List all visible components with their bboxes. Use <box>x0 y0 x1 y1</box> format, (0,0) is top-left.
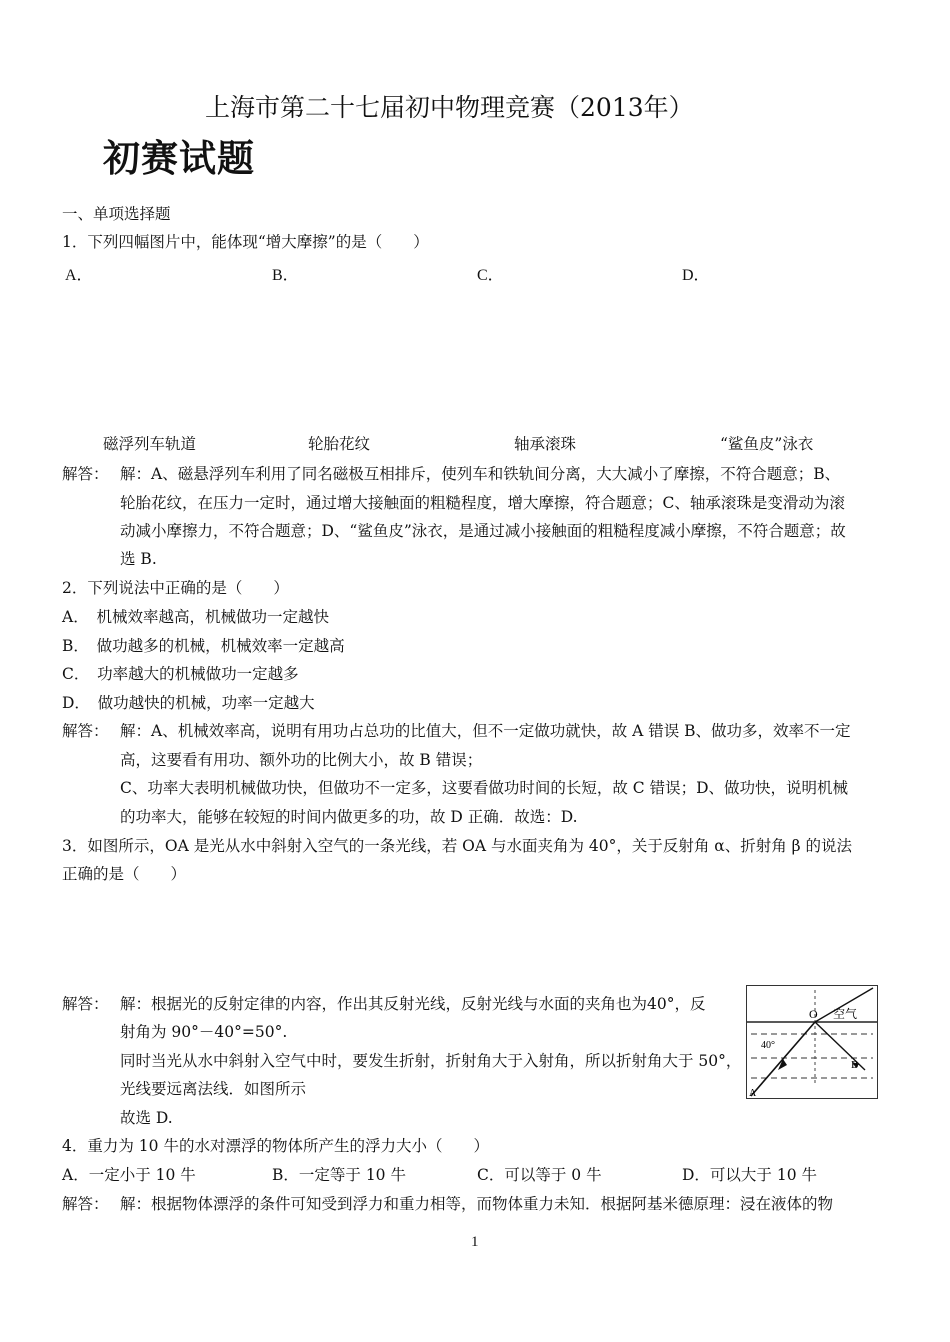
question-1-stem: 1．下列四幅图片中，能体现“增大摩擦”的是（ ） <box>62 233 429 251</box>
q2-option-c: C． 功率越大的机械做功一定越多 <box>62 665 299 683</box>
q1-answer-line: 动减小摩擦力，不符合题意；D、“鲨鱼皮”泳衣，是通过减小接触面的粗糙程度减小摩擦，不符合题意；故 <box>120 522 846 540</box>
page-number: 1 <box>471 1234 479 1250</box>
q2-option-d: D． 做功越快的机械，功率一定越大 <box>62 694 315 712</box>
q1-caption-c: 轴承滚珠 <box>514 435 577 453</box>
question-2-stem: 2．下列说法中正确的是（ ） <box>62 579 289 597</box>
question-3-stem: 3．如图所示，OA 是光从水中斜射入空气的一条光线，若 OA 与水面夹角为 40°，关于反射角 α、折射角 β 的说法 <box>62 837 853 855</box>
q2-answer-line: 的功率大，能够在较短的时间内做更多的功，故 D 正确．故选：D. <box>120 808 578 826</box>
point-a-label: A <box>749 1088 757 1098</box>
q2-option-b: B． 做功越多的机械，机械效率一定越高 <box>62 637 345 655</box>
angle-label: 40° <box>761 1040 775 1051</box>
q3-answer-label: 解答： <box>62 995 109 1013</box>
q3-answer-line: 故选 D. <box>120 1109 173 1127</box>
page-title: 上海市第二十七届初中物理竞赛（2013年） <box>205 93 694 122</box>
q2-answer-line: 高，这要看有用功、额外功的比例大小，故 B 错误； <box>120 751 483 769</box>
q1-caption-b: 轮胎花纹 <box>308 435 371 453</box>
section-heading: 一、单项选择题 <box>62 205 171 223</box>
q2-answer-label: 解答： <box>62 722 109 740</box>
q1-answer-line: 轮胎花纹，在压力一定时，通过增大接触面的粗糙程度，增大摩擦，符合题意；C、轴承滚珠是变滑动为滚 <box>120 494 845 512</box>
q4-answer-label: 解答： <box>62 1195 109 1213</box>
q4-option-d: D．可以大于 10 牛 <box>682 1166 818 1184</box>
q2-option-a: A． 机械效率越高，机械做功一定越快 <box>62 608 329 626</box>
q4-option-c: C．可以等于 0 牛 <box>477 1166 602 1184</box>
question-4-stem: 4．重力为 10 牛的水对漂浮的物体所产生的浮力大小（ ） <box>62 1137 489 1155</box>
q3-answer-line: 解：根据光的反射定律的内容，作出其反射光线，反射光线与水面的夹角也为40°，反 <box>120 995 706 1013</box>
q1-caption-d: “鲨鱼皮”泳衣 <box>720 435 814 453</box>
q1-answer-label: 解答： <box>62 465 109 483</box>
q1-caption-a: 磁浮列车轨道 <box>103 435 197 453</box>
point-b-label: B <box>851 1059 859 1071</box>
refraction-diagram <box>746 985 878 1099</box>
q1-option-a: A． <box>65 267 93 284</box>
q2-answer-line: 解：A、机械效率高，说明有用功占总功的比值大，但不一定做功就快，故 A 错误 B、做功多，效率不一定 <box>120 722 851 740</box>
air-label: 空气 <box>833 1007 858 1021</box>
point-o-label: O <box>809 1007 818 1021</box>
q4-option-b: B．一定等于 10 牛 <box>272 1166 406 1184</box>
q3-answer-line: 光线要远离法线．如图所示 <box>120 1080 307 1098</box>
q1-option-b: B． <box>272 267 299 284</box>
incident-arrow-icon <box>778 1059 787 1070</box>
question-3-stem: 正确的是（ ） <box>62 865 187 883</box>
refraction-diagram-svg <box>747 986 877 1098</box>
q3-answer-line: 同时当光从水中斜射入空气中时，要发生折射，折射角大于入射角，所以折射角大于 50°， <box>120 1052 742 1070</box>
q1-option-c: C． <box>477 267 504 284</box>
q1-answer-line: 解：A、磁悬浮列车利用了同名磁极互相排斥，使列车和铁轨间分离，大大减小了摩擦，不符合题意；B、 <box>120 465 841 483</box>
q4-answer-line: 解：根据物体漂浮的条件可知受到浮力和重力相等，而物体重力未知．根据阿基米德原理：浸在液体的物 <box>120 1195 834 1213</box>
q1-answer-line: 选 B. <box>120 550 157 568</box>
q1-option-d: D． <box>682 267 710 284</box>
q2-answer-line: C、功率大表明机械做功快，但做功不一定多，这要看做功时间的长短，故 C 错误；D、做功快，说明机械 <box>120 779 849 797</box>
q3-answer-line: 射角为 90°－40°=50°. <box>120 1023 288 1041</box>
q4-option-a: A．一定小于 10 牛 <box>62 1166 196 1184</box>
page-subtitle: 初赛试题 <box>103 136 255 180</box>
